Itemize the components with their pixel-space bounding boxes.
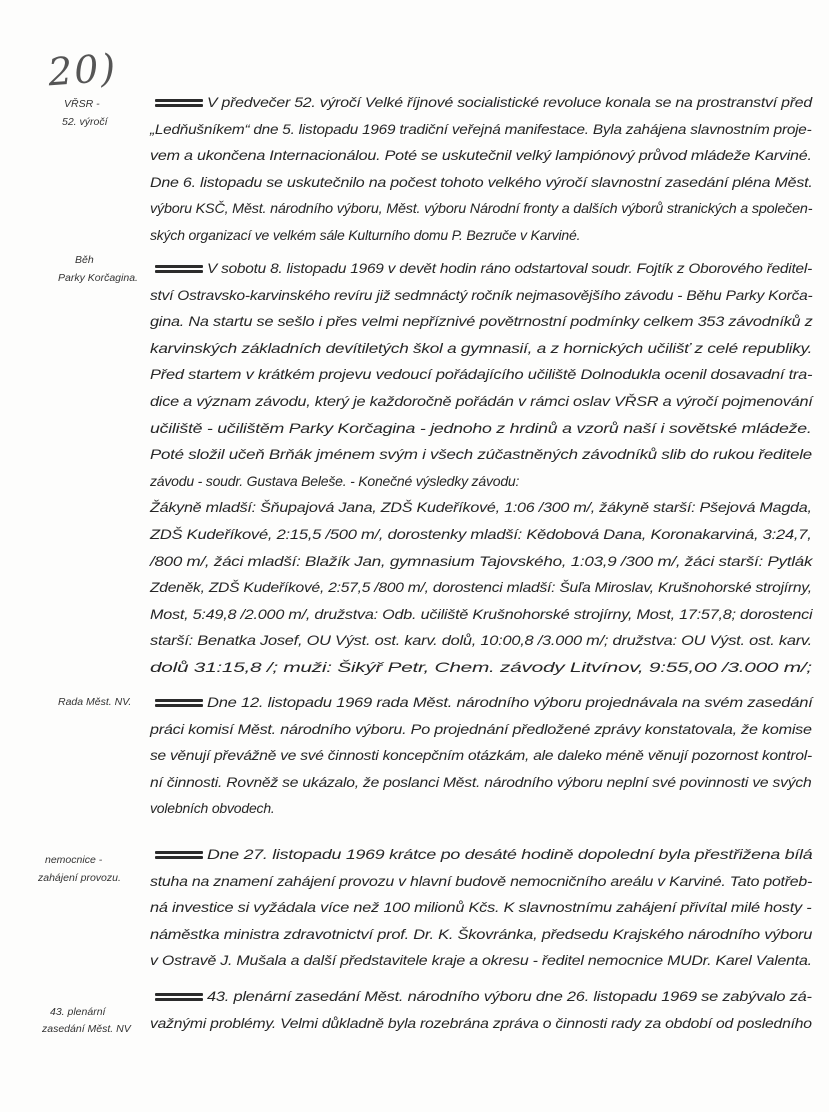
text-line: ZDŠ Kudeříkové, 2:15,5 /500 m/, dorostenky mladší: Kědobová Dana, Koronakarviná, 3:24,7, [150, 526, 812, 542]
margin-note: Parky Korčagina. [58, 272, 138, 284]
text-line: gina. Na startu se sešlo i přes velmi nepříznivé povětrnostní podmínky celkem 353 závodníků z [150, 313, 813, 330]
margin-note: 43. plenární [50, 1006, 106, 1018]
text-line: /800 m/, žáci mladší: Blažík Jan, gymnasium Tajovského, 1:03,9 /300 m/, žáci starší: Pytlák [150, 552, 813, 569]
paragraph-dash-mark [155, 699, 203, 708]
text-line: ských organizací ve velkém sále Kulturního domu P. Bezruče v Karviné. [150, 227, 581, 243]
text-line: se věnují převážně ve své činnosti koncepčním otázkám, ale daleko méně věnují pozornost kontrol- [150, 747, 812, 764]
text-line: ná investice si vyžádala více než 100 milionů Kčs. K slavnostnímu zahájení přivítal milé hosty - [150, 899, 812, 916]
text-line: stuha na znamení zahájení provozu v hlavní budově nemocničního areálu v Karviné. Tato potřeb- [150, 872, 813, 889]
text-line: dolů 31:15,8 /; muži: Šikýř Petr, Chem. závody Litvínov, 9:55,00 /3.000 m/; [150, 659, 812, 675]
text-line: dice a význam závodu, který je každoročně pořádán v rámci oslav VŘSR a výročí pojmenování [150, 393, 813, 409]
text-line: 43. plenární zasedání Měst. národního výboru dne 26. listopadu 1969 se zabývalo zá- [207, 988, 812, 1004]
text-line: V předvečer 52. výročí Velké říjnové socialistické revoluce konala se na prostranství před [207, 94, 812, 110]
margin-note: nemocnice - [45, 854, 103, 866]
text-line: Poté složil učeň Brňák jménem svým i všech zúčastněných závodníků slib do rukou ředitele [150, 446, 812, 463]
paragraph-dash-mark [155, 265, 203, 274]
text-line: važnými problémy. Velmi důkladně byla rozebrána zpráva o činnosti rady za období od posledního [150, 1014, 812, 1031]
text-line: výboru KSČ, Měst. národního výboru, Měst. výboru Národní fronty a dalších výborů stranických a společen- [150, 200, 813, 217]
page-number: 20) [46, 45, 119, 95]
text-line: Zdeněk, ZDŠ Kudeříkové, 2:57,5 /800 m/, dorostenci mladší: Šuľa Miroslav, Krušnohorské strojírny, [150, 579, 812, 596]
text-line: Most, 5:49,8 /2.000 m/, družstva: Odb. učiliště Krušnohorské strojírny, Most, 17:57,8; dorostenci [150, 605, 813, 622]
text-line: karvinských základních devítiletých škol a gymnasií, a z hornických učilišť z celé republiky. [150, 339, 813, 356]
text-line: ní činnosti. Rovněž se ukázalo, že poslanci Měst. národního výboru neplní své povinnosti ve svých [150, 773, 812, 790]
paragraph-dash-mark [155, 851, 203, 860]
text-line: Dne 6. listopadu se uskutečnilo na počest tohoto velkého výročí slavnostní zasedání pléna Měst. [150, 173, 813, 190]
paragraph-dash-mark [155, 993, 203, 1002]
text-line: práci komisí Měst. národního výboru. Po projednání předložené zprávy konstatovala, že komise [150, 720, 812, 737]
text-line: volebních obvodech. [150, 800, 275, 817]
text-line: Žákyně mladší: Šňupajová Jana, ZDŠ Kudeříkové, 1:06 /300 m/, žákyně starší: Pšejová Magda, [150, 499, 812, 516]
text-line: náměstka ministra zdravotnictví prof. Dr. K. Škovránka, předsedu Krajského národního výboru [150, 925, 813, 942]
margin-note: VŘSR - [64, 98, 100, 110]
text-line: vem a ukončena Internacionálou. Poté se uskutečnil velký lampiónový průvod mládeže Karviné. [150, 147, 812, 164]
text-line: závodu - soudr. Gustava Beleše. - Konečné výsledky závodu: [150, 472, 520, 489]
margin-note: zahájení provozu. [38, 872, 121, 884]
text-line: v Ostravě J. Mušala a další představitele kraje a okresu - ředitel nemocnice MUDr. Karel Valenta. [150, 952, 812, 969]
text-line: ství Ostravsko-karvinského revíru již sedmnáctý ročník nejmasovějšího závodu - Běhu Parky Korča- [150, 286, 813, 303]
margin-note: Rada Měst. NV. [58, 696, 132, 708]
text-line: starší: Benatka Josef, OU Výst. ost. karv. dolů, 10:00,8 /3.000 m/; družstva: OU Výst. ost. karv. [150, 632, 812, 649]
text-line: učiliště - učilištěm Parky Korčagina - jednoho z hrdinů a vzorů naší i sovětské mládeže. [150, 419, 812, 436]
text-line: „Ledňušníkem“ dne 5. listopadu 1969 tradiční veřejná manifestace. Byla zahájena slavnostním proje- [150, 120, 812, 137]
text-line: Dne 27. listopadu 1969 krátce po desáté hodině dopolední byla přestřižena bílá [207, 846, 813, 862]
text-line: V sobotu 8. listopadu 1969 v devět hodin ráno odstartoval soudr. Fojtík z Oborového ředitel- [207, 260, 812, 276]
text-line: Dne 12. listopadu 1969 rada Měst. národního výboru projednávala na svém zasedání [207, 694, 813, 710]
text-line: Před startem v krátkém projevu vedoucí pořádajícího učiliště Dolnodukla ocenil dosavadní tra- [150, 366, 813, 383]
margin-note: 52. výročí [62, 116, 108, 128]
paragraph-dash-mark [155, 99, 203, 108]
margin-note: zasedání Měst. NV [42, 1023, 131, 1035]
margin-note: Běh [75, 254, 94, 266]
